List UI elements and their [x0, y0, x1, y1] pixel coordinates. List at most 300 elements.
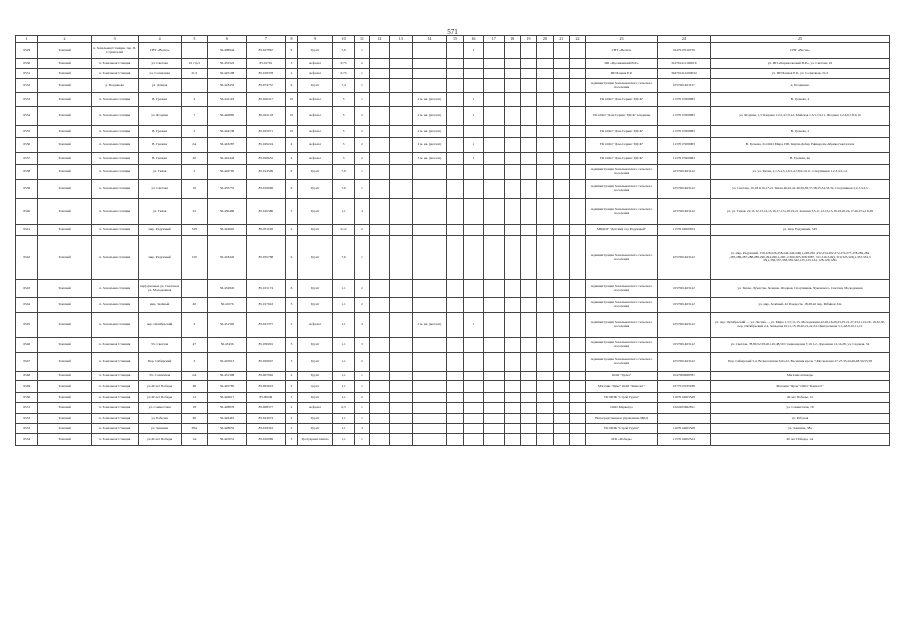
table-cell: В. Грачева, 2а ООО Мира, ИП. Кирти-Дебер Универсам Абрикос\металлом [710, 138, 889, 153]
table-cell [569, 59, 585, 69]
table-cell [504, 107, 520, 126]
table-cell: 6536 [16, 138, 38, 153]
table-cell: 3 [181, 353, 208, 372]
table-cell: В. Грачева, 4в [710, 153, 889, 165]
column-header: 3 [91, 36, 138, 43]
table-cell [390, 414, 412, 424]
table-cell [537, 236, 553, 280]
table-cell: 4 [181, 313, 208, 338]
table-cell: Тротуарная плитка [298, 434, 333, 446]
column-header: 18 [504, 36, 520, 43]
table-cell [484, 107, 504, 126]
table-cell [369, 107, 389, 126]
table-cell [520, 93, 536, 107]
table-cell: УК ООО "Дом-Сервис ТДСК" [586, 93, 658, 107]
table-cell [537, 180, 553, 199]
table-cell [369, 165, 389, 180]
table-cell: Грунт [298, 414, 333, 424]
table-cell: Томский [38, 180, 91, 199]
table-cell: 310701411100016 [657, 59, 710, 69]
table-cell: 85.019069 [246, 180, 285, 199]
table-cell: 2 [285, 69, 297, 79]
table-cell: 56.425913 [208, 353, 247, 372]
table-cell: п. Зональная Станция [91, 338, 138, 353]
table-cell [447, 93, 463, 107]
table-cell: Непосредственное управление МКД [586, 414, 658, 424]
table-cell [520, 79, 536, 93]
table-cell: 10 [285, 107, 297, 126]
table-cell: Администрация Зональненского сельского поселения [586, 180, 658, 199]
table-cell: 0,12 [332, 225, 354, 236]
table-cell: 6542 [16, 236, 38, 280]
table-cell [537, 199, 553, 225]
table-cell [569, 180, 585, 199]
table-cell [520, 69, 536, 79]
table-cell [569, 280, 585, 298]
table-cell [537, 403, 553, 414]
table-cell: 85.018343 [246, 424, 285, 434]
table-cell [390, 424, 412, 434]
table-cell: 85.023377 [246, 313, 285, 338]
table-cell [447, 280, 463, 298]
table-cell [390, 338, 412, 353]
table-cell: Магазин "Ярче" ООО "Камелот" [710, 381, 889, 393]
table-cell: ул. Зоннина, 38а [710, 424, 889, 434]
table-cell: Томский [38, 199, 91, 225]
table-cell: 40 лет Победы, 1А [710, 434, 889, 446]
table-cell: 1 [355, 43, 369, 59]
table-cell: 2А [181, 138, 208, 153]
column-header: 16 [463, 36, 483, 43]
table-cell [463, 298, 483, 313]
table-cell: 85.023074 [246, 414, 285, 424]
table-cell: Томский [38, 298, 91, 313]
table-cell: 9 [285, 43, 297, 59]
table-cell [447, 338, 463, 353]
column-header: 14 [412, 36, 447, 43]
table-cell: 85.031196 [246, 225, 285, 236]
table-cell [484, 59, 504, 69]
column-header: 13 [390, 36, 412, 43]
column-header: 25 [710, 36, 889, 43]
table-cell [412, 403, 447, 414]
table-cell: Томский [38, 372, 91, 381]
table-cell [484, 434, 504, 446]
table-cell [484, 414, 504, 424]
table-cell: 6546 [16, 338, 38, 353]
table-cell [569, 79, 585, 93]
table-cell: ул. Солнечная [138, 69, 181, 79]
table-cell: 6551 [16, 403, 38, 414]
column-header: 11 [355, 36, 369, 43]
table-cell [484, 79, 504, 93]
table-cell [390, 313, 412, 338]
table-cell: 7,4 [332, 79, 354, 93]
table-cell [369, 403, 389, 414]
table-cell: Асфальт [298, 153, 333, 165]
table-cell [369, 414, 389, 424]
table-cell [369, 424, 389, 434]
table-cell: 6543 [16, 280, 38, 298]
table-cell: 56.442444 [208, 153, 247, 165]
table-cell [520, 313, 536, 338]
table-cell [463, 59, 483, 69]
table-cell [537, 372, 553, 381]
table-cell [569, 313, 585, 338]
table-cell: 1137017009983 [657, 107, 710, 126]
table-cell: ООО Маркетра [586, 403, 658, 414]
table-cell [369, 298, 389, 313]
table-cell [504, 393, 520, 403]
table-cell: 5 [285, 393, 297, 403]
table-cell: ул. мкр. Радужный, 329 [710, 225, 889, 236]
table-cell: СНТ «Весна» [138, 43, 181, 59]
table-cell [463, 69, 483, 79]
table-cell [553, 69, 569, 79]
table-cell [484, 403, 504, 414]
table-cell: 1137017009983 [657, 138, 710, 153]
table-cell: 2 [181, 165, 208, 180]
column-header: 9 [298, 36, 333, 43]
table-cell [537, 434, 553, 446]
table-cell [484, 93, 504, 107]
table-cell [537, 414, 553, 424]
table-cell: 85.029927 [246, 353, 285, 372]
table-row [16, 434, 890, 446]
table-cell: 2 м. кв. (металл) [412, 107, 447, 126]
table-cell: п. Зональная станция [91, 138, 138, 153]
table-cell [463, 338, 483, 353]
table-cell: д. Позднеево [91, 79, 138, 93]
table-cell: 6535 [16, 126, 38, 138]
table-cell: 3 [285, 353, 297, 372]
table-cell [463, 381, 483, 393]
table-cell [569, 393, 585, 403]
table-cell: Томский [38, 93, 91, 107]
table-cell: Томский [38, 403, 91, 414]
table-cell [537, 424, 553, 434]
table-row [16, 338, 890, 353]
table-cell: Томский [38, 165, 91, 180]
table-cell [520, 138, 536, 153]
table-cell: Томский [38, 381, 91, 393]
table-cell: Томский [38, 280, 91, 298]
table-cell [463, 280, 483, 298]
table-cell: 56.430466 [208, 199, 247, 225]
table-cell [504, 59, 520, 69]
table-cell: Томский [38, 236, 91, 280]
table-cell [537, 93, 553, 107]
table-cell [412, 180, 447, 199]
table-cell [369, 434, 389, 446]
table-cell: Администрация Зональненского сельского поселения [586, 298, 658, 313]
table-cell [463, 393, 483, 403]
table-cell [553, 381, 569, 393]
table-cell: ул. Совместная, 18 [710, 403, 889, 414]
table-cell: 7,6 [332, 165, 354, 180]
column-header: 6 [208, 36, 247, 43]
table-cell: п. Зональная Станция [91, 424, 138, 434]
table-cell: 56.41076 [208, 298, 247, 313]
table-cell [447, 236, 463, 280]
table-cell [390, 199, 412, 225]
table-cell: 60 [181, 414, 208, 424]
table-row [16, 372, 890, 381]
table-cell: 6532 [16, 79, 38, 93]
table-cell: УК ООО "Дом-Сервис ТДСК" [586, 126, 658, 138]
table-cell [484, 165, 504, 180]
table-row [16, 180, 890, 199]
table-cell: Томский [38, 338, 91, 353]
table-cell [463, 403, 483, 414]
table-cell: 6539 [16, 180, 38, 199]
table-cell: Грунт [298, 225, 333, 236]
table-cell: Томский [38, 313, 91, 338]
table-cell: ул. ул. Тихая, 2,1,3,4,5,1,6,5,4,7,8,9,10,11, Спортивная 1,2,3,4,5,1,2 [710, 165, 889, 180]
table-cell: 2 м. кв. (металл) [412, 93, 447, 107]
table-cell: 1 [463, 43, 483, 59]
table-cell: 56.424605 [208, 225, 247, 236]
table-row [16, 43, 890, 59]
table-cell [369, 236, 389, 280]
table-cell [569, 69, 585, 79]
table-cell: п. Зональная станция [91, 225, 138, 236]
table-cell: 56.418445 [208, 236, 247, 280]
table-cell [520, 43, 536, 59]
table-cell [537, 353, 553, 372]
table-cell: Грунт [298, 393, 333, 403]
table-cell: ул. пер. Октябрьский — ул. Лесная — ул. Мира 1,3,7,11,15, Молодежная 42,46,16,26,23,25,21,27,23,21,19,26 ,16,32,30, пер. Октябрьский 2,4, Западная 10,11,13,18,20,21,22,24, Центральная 3,1,4,8,9,10,11,12 [710, 313, 889, 338]
table-cell [447, 353, 463, 372]
table-cell: мкр. Радужный [138, 236, 181, 280]
table-cell: 2 м. кв. (металл) [412, 138, 447, 153]
table-cell: Ул. Светлая [138, 338, 181, 353]
table-cell: 6548 [16, 372, 38, 381]
table-cell [412, 225, 447, 236]
table-cell: 1,1 [332, 199, 354, 225]
table-row [16, 236, 890, 280]
column-header: 23 [586, 36, 658, 43]
table-cell: Администрация Зональненского сельского поселения [586, 79, 658, 93]
table-cell [553, 225, 569, 236]
table-cell [412, 298, 447, 313]
table-cell [553, 236, 569, 280]
table-cell [520, 199, 536, 225]
table-cell: 1 [355, 372, 369, 381]
table-cell [463, 126, 483, 138]
table-cell [553, 59, 569, 69]
table-cell: 3 [285, 59, 297, 69]
table-cell: 9 [285, 236, 297, 280]
table-cell: В. Грачева [138, 138, 181, 153]
table-cell: 9 [285, 180, 297, 199]
table-cell [447, 393, 463, 403]
table-cell: 85.016386 [246, 199, 285, 225]
table-cell: ООО "Удача" [586, 372, 658, 381]
column-header: 10 [332, 36, 354, 43]
table-cell [390, 69, 412, 79]
table-cell: 3 [355, 338, 369, 353]
table-cell [390, 353, 412, 372]
table-cell [537, 298, 553, 313]
table-cell [504, 79, 520, 93]
table-cell: п. Зональная станция [91, 280, 138, 298]
table-cell: 1 [463, 138, 483, 153]
table-cell [390, 372, 412, 381]
table-cell: 1077017035038 [657, 381, 710, 393]
table-cell: 56.418433 [208, 79, 247, 93]
table-cell: Томский [38, 79, 91, 93]
table-cell [369, 93, 389, 107]
table-row [16, 79, 890, 93]
column-header: 19 [520, 36, 536, 43]
table-cell: 1047017016759 [657, 43, 710, 59]
table-cell: Асфальт [298, 126, 333, 138]
table-cell: 56.444138 [208, 126, 247, 138]
table-cell: Томский [38, 138, 91, 153]
table-cell [447, 107, 463, 126]
table-cell [484, 338, 504, 353]
page-number: 571 [447, 28, 458, 36]
table-cell [553, 372, 569, 381]
table-cell [569, 424, 585, 434]
table-cell [412, 199, 447, 225]
table-cell [484, 199, 504, 225]
table-cell: 5 [285, 298, 297, 313]
table-cell: Грунт [298, 338, 333, 353]
table-cell [447, 225, 463, 236]
table-cell: 6544 [16, 298, 38, 313]
table-cell: 1,1 [332, 381, 354, 393]
table-cell: 85.029224 [246, 138, 285, 153]
table-cell: 1157014000934 [657, 225, 710, 236]
table-cell [484, 225, 504, 236]
table-row [16, 381, 890, 393]
table-cell: 1,1 [332, 353, 354, 372]
table-cell: Томский [38, 69, 91, 79]
table-cell [484, 280, 504, 298]
table-cell [181, 280, 208, 298]
table-cell [484, 372, 504, 381]
table-cell: 2 [285, 403, 297, 414]
table-row [16, 165, 890, 180]
table-cell [504, 93, 520, 107]
table-cell [569, 225, 585, 236]
column-header: 22 [569, 36, 585, 43]
table-cell [369, 353, 389, 372]
table-cell: 1 [355, 434, 369, 446]
table-cell [520, 280, 536, 298]
table-row [16, 393, 890, 403]
table-cell: Томский [38, 153, 91, 165]
table-cell: п. Зональная станция [91, 165, 138, 180]
table-cell [484, 126, 504, 138]
table-cell: 4 [285, 138, 297, 153]
table-cell [504, 414, 520, 424]
table-cell: 85.007992 [246, 372, 285, 381]
table-cell [520, 126, 536, 138]
table-row [16, 403, 890, 414]
table-cell [569, 414, 585, 424]
table-cell: 12 [181, 393, 208, 403]
table-cell: 56.435731 [208, 180, 247, 199]
table-cell: УК МПК "Строй Групп" [586, 424, 658, 434]
table-cell: грунт [298, 381, 333, 393]
table-cell: ИП «Пронкашкий В.Р.» [586, 59, 658, 69]
table-cell [569, 236, 585, 280]
table-cell: 2 [181, 126, 208, 138]
table-cell: ул. Светлая [138, 180, 181, 199]
table-cell: мкр. Радужный [138, 225, 181, 236]
table-cell: 85.010069 [246, 434, 285, 446]
table-cell [412, 353, 447, 372]
table-cell: 1057001463122 [657, 313, 710, 338]
table-cell [520, 225, 536, 236]
table-cell [520, 393, 536, 403]
table-cell: 1,1 [332, 434, 354, 446]
table-cell [520, 59, 536, 69]
table-cell: 1137017009983 [657, 153, 710, 165]
table-cell: ул. ИП «Карамальский В.Р.», ул. Светлая, 19 [710, 59, 889, 69]
table-cell [520, 338, 536, 353]
table-cell [412, 43, 447, 59]
table-cell: п. Зональная станция [91, 236, 138, 280]
table-cell: 329 [181, 225, 208, 236]
table-cell [412, 236, 447, 280]
table-cell [412, 434, 447, 446]
table-cell [369, 225, 389, 236]
table-cell: 85.003623 [246, 381, 285, 393]
table-row [16, 153, 890, 165]
table-cell: Асфальт [298, 93, 333, 107]
table-cell: ул. мкр. Радужный, 150,228,226,258,244,240,246(1,248,250 ,252,254,262,272,274,277,278,282,284 ,285,286,287,288,289,290,294,296,1,290 ,2,300,305,308,3087, 311,316,316(1,319,323,324(1,333,334,3 35(1,336,337,338,339,342,125,125,124, 128,129,129а [710, 236, 889, 280]
table-cell: 56.431308 [208, 372, 247, 381]
header-row [16, 36, 890, 43]
table-cell: 10 [285, 126, 297, 138]
table-cell: п. Зональная Станция [91, 434, 138, 446]
table-cell [369, 180, 389, 199]
table-cell: 85.026417 [246, 93, 285, 107]
table-cell: 5 [285, 338, 297, 353]
table-cell: ул. Ягодная [138, 107, 181, 126]
table-cell [463, 414, 483, 424]
table-cell [520, 107, 536, 126]
table-cell: п. Зональная станция [91, 153, 138, 165]
table-cell: 2 [285, 225, 297, 236]
table-cell: Администрация Зональненского сельского поселения [586, 338, 658, 353]
table-cell [504, 298, 520, 313]
table-cell [447, 43, 463, 59]
column-header: 2 [38, 36, 91, 43]
table-cell [369, 338, 389, 353]
column-header: 4 [138, 36, 181, 43]
table-cell: ул. Рабочая [710, 414, 889, 424]
table-cell [553, 43, 569, 59]
table-cell: 56.443287 [208, 138, 247, 153]
table-cell: 2 [285, 372, 297, 381]
table-cell [369, 69, 389, 79]
table-cell: Грунт [298, 180, 333, 199]
table-cell: 1 [463, 153, 483, 165]
table-cell [484, 153, 504, 165]
table-cell [520, 353, 536, 372]
table-cell: 85.035798 [246, 236, 285, 280]
table-cell: 6529 [16, 43, 38, 59]
table-cell [553, 280, 569, 298]
table-cell [553, 403, 569, 414]
table-cell [504, 180, 520, 199]
table-cell: ул. Тихая, Лучистая, Зеленая, Ягодная, Спортивная, Чуковского, Светлая, Молодежная [710, 280, 889, 298]
